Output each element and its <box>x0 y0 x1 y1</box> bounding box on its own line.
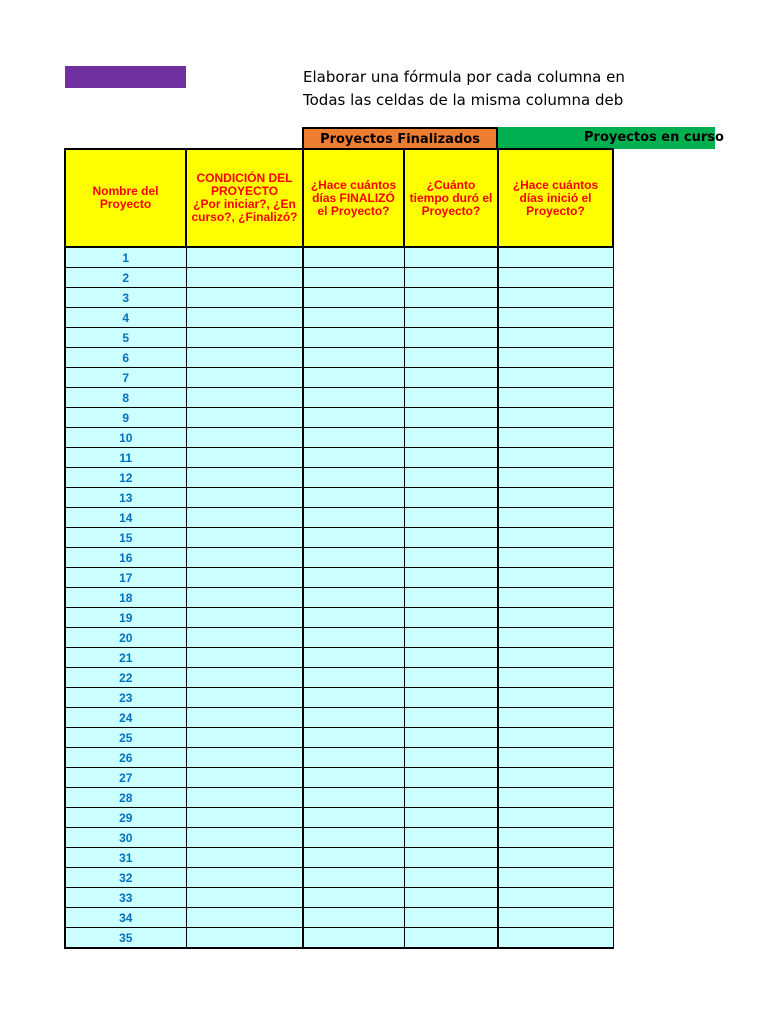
hace-inicio-cell[interactable] <box>498 388 613 408</box>
table-row <box>65 808 613 828</box>
hace-inicio-cell[interactable] <box>498 348 613 368</box>
hace-inicio-cell[interactable] <box>498 828 613 848</box>
condicion-cell[interactable] <box>186 788 303 808</box>
cuanto-duro-cell[interactable] <box>404 328 498 348</box>
cuanto-duro-cell[interactable] <box>404 247 498 268</box>
col-header-condicion <box>186 149 303 247</box>
condicion-cell[interactable] <box>186 908 303 928</box>
hace-inicio-cell[interactable] <box>498 528 613 548</box>
table-row <box>65 488 613 508</box>
hace-inicio-cell[interactable] <box>498 268 613 288</box>
cuanto-duro-cell[interactable] <box>404 888 498 908</box>
table-row <box>65 268 613 288</box>
row-number-cell[interactable]: 21 <box>65 648 186 668</box>
row-number-cell[interactable]: 31 <box>65 848 186 868</box>
row-number-cell[interactable]: 30 <box>65 828 186 848</box>
hace-inicio-cell[interactable] <box>498 468 613 488</box>
row-number-cell[interactable]: 5 <box>65 328 186 348</box>
hace-inicio-cell[interactable] <box>498 648 613 668</box>
hace-inicio-cell[interactable] <box>498 628 613 648</box>
hace-finalizo-cell[interactable] <box>303 688 404 708</box>
hace-finalizo-cell[interactable] <box>303 608 404 628</box>
table-row <box>65 768 613 788</box>
condicion-cell[interactable] <box>186 928 303 949</box>
cuanto-duro-cell[interactable] <box>404 408 498 428</box>
table-row <box>65 448 613 468</box>
hace-finalizo-cell[interactable] <box>303 808 404 828</box>
table-row <box>65 748 613 768</box>
hace-finalizo-cell[interactable] <box>303 528 404 548</box>
hace-inicio-cell[interactable] <box>498 568 613 588</box>
cuanto-duro-cell[interactable] <box>404 828 498 848</box>
cuanto-duro-cell[interactable] <box>404 648 498 668</box>
instruction-line-1: Elaborar una fórmula por cada columna en <box>303 68 625 86</box>
cuanto-duro-cell[interactable] <box>404 388 498 408</box>
cuanto-duro-cell[interactable] <box>404 508 498 528</box>
row-number-cell[interactable]: 2 <box>65 268 186 288</box>
cuanto-duro-cell[interactable] <box>404 528 498 548</box>
table-row <box>65 548 613 568</box>
instructions <box>303 66 625 112</box>
table-row <box>65 428 613 448</box>
table-row <box>65 628 613 648</box>
hace-finalizo-cell[interactable] <box>303 828 404 848</box>
condicion-cell[interactable] <box>186 708 303 728</box>
hace-finalizo-cell[interactable] <box>303 308 404 328</box>
hace-finalizo-cell[interactable] <box>303 588 404 608</box>
table-row <box>65 688 613 708</box>
hace-finalizo-cell[interactable] <box>303 508 404 528</box>
hace-inicio-cell[interactable] <box>498 928 613 949</box>
row-number-cell[interactable]: 18 <box>65 588 186 608</box>
condicion-cell[interactable] <box>186 348 303 368</box>
hace-finalizo-cell[interactable] <box>303 928 404 949</box>
cuanto-duro-cell[interactable] <box>404 288 498 308</box>
hace-finalizo-cell[interactable] <box>303 708 404 728</box>
row-number-cell[interactable]: 10 <box>65 428 186 448</box>
hace-finalizo-cell[interactable] <box>303 548 404 568</box>
hace-inicio-cell[interactable] <box>498 728 613 748</box>
cuanto-duro-cell[interactable] <box>404 708 498 728</box>
hace-finalizo-cell[interactable] <box>303 868 404 888</box>
table-row <box>65 728 613 748</box>
hace-inicio-cell[interactable] <box>498 308 613 328</box>
table-row <box>65 588 613 608</box>
cuanto-duro-cell[interactable] <box>404 908 498 928</box>
row-number-cell[interactable]: 35 <box>65 928 186 949</box>
hace-inicio-cell[interactable] <box>498 508 613 528</box>
row-number-cell[interactable]: 4 <box>65 308 186 328</box>
purple-color-block <box>65 66 186 88</box>
row-number-cell[interactable]: 32 <box>65 868 186 888</box>
hace-inicio-cell[interactable] <box>498 808 613 828</box>
row-number-cell[interactable]: 29 <box>65 808 186 828</box>
hace-finalizo-cell[interactable] <box>303 488 404 508</box>
hace-inicio-cell[interactable] <box>498 408 613 428</box>
hace-inicio-cell[interactable] <box>498 688 613 708</box>
cuanto-duro-cell[interactable] <box>404 548 498 568</box>
table-row <box>65 868 613 888</box>
hace-finalizo-cell[interactable] <box>303 368 404 388</box>
table-row <box>65 828 613 848</box>
hace-finalizo-cell[interactable] <box>303 628 404 648</box>
cuanto-duro-cell[interactable] <box>404 748 498 768</box>
table-row <box>65 388 613 408</box>
hace-inicio-cell[interactable] <box>498 908 613 928</box>
group-header-next-label: Proyectos en curso <box>584 130 724 145</box>
col-header-cuanto-duro: ¿Cuánto tiempo duró el Proyecto? <box>404 149 498 247</box>
table-row <box>65 668 613 688</box>
hace-inicio-cell[interactable] <box>498 788 613 808</box>
cuanto-duro-cell[interactable] <box>404 868 498 888</box>
cuanto-duro-cell[interactable] <box>404 668 498 688</box>
condicion-cell[interactable] <box>186 388 303 408</box>
cuanto-duro-cell[interactable] <box>404 688 498 708</box>
hace-finalizo-cell[interactable] <box>303 568 404 588</box>
hace-inicio-cell[interactable] <box>498 608 613 628</box>
hace-inicio-cell[interactable] <box>498 368 613 388</box>
condicion-cell[interactable] <box>186 247 303 268</box>
row-number-cell[interactable]: 11 <box>65 448 186 468</box>
condicion-cell[interactable] <box>186 688 303 708</box>
table-row <box>65 368 613 388</box>
hace-inicio-cell[interactable] <box>498 448 613 468</box>
cuanto-duro-cell[interactable] <box>404 608 498 628</box>
condicion-cell[interactable] <box>186 628 303 648</box>
table-row <box>65 908 613 928</box>
row-number-cell[interactable]: 12 <box>65 468 186 488</box>
table-row <box>65 788 613 808</box>
projects-table <box>64 148 614 949</box>
table-header-row <box>65 149 613 247</box>
table-row <box>65 608 613 628</box>
hace-finalizo-cell[interactable] <box>303 388 404 408</box>
hace-finalizo-cell[interactable] <box>303 728 404 748</box>
group-header-next-clip <box>498 127 724 149</box>
cuanto-duro-cell[interactable] <box>404 428 498 448</box>
table-row <box>65 348 613 368</box>
hace-inicio-cell[interactable] <box>498 288 613 308</box>
condicion-cell[interactable] <box>186 848 303 868</box>
row-number-cell[interactable]: 34 <box>65 908 186 928</box>
hace-inicio-cell[interactable] <box>498 848 613 868</box>
row-number-cell[interactable]: 17 <box>65 568 186 588</box>
row-number-cell[interactable]: 7 <box>65 368 186 388</box>
condicion-cell[interactable] <box>186 868 303 888</box>
cuanto-duro-cell[interactable] <box>404 308 498 328</box>
hace-finalizo-cell[interactable] <box>303 468 404 488</box>
table-row <box>65 708 613 728</box>
condicion-cell[interactable] <box>186 748 303 768</box>
hace-inicio-cell[interactable] <box>498 748 613 768</box>
table-row <box>65 648 613 668</box>
condicion-cell[interactable] <box>186 728 303 748</box>
table-row <box>65 928 613 949</box>
cuanto-duro-cell[interactable] <box>404 588 498 608</box>
hace-finalizo-cell[interactable] <box>303 428 404 448</box>
cuanto-duro-cell[interactable] <box>404 488 498 508</box>
cuanto-duro-cell[interactable] <box>404 348 498 368</box>
hace-inicio-cell[interactable] <box>498 328 613 348</box>
row-number-cell[interactable]: 22 <box>65 668 186 688</box>
condicion-cell[interactable] <box>186 268 303 288</box>
row-number-cell[interactable]: 1 <box>65 247 186 268</box>
row-number-cell[interactable]: 3 <box>65 288 186 308</box>
table-body <box>65 247 613 948</box>
row-number-cell[interactable]: 23 <box>65 688 186 708</box>
hace-finalizo-cell[interactable] <box>303 908 404 928</box>
table-row <box>65 308 613 328</box>
condicion-cell[interactable] <box>186 308 303 328</box>
col-header-nombre: Nombre del Proyecto <box>65 149 186 247</box>
hace-finalizo-cell[interactable] <box>303 888 404 908</box>
hace-finalizo-cell[interactable] <box>303 768 404 788</box>
row-number-cell[interactable]: 6 <box>65 348 186 368</box>
condicion-cell[interactable] <box>186 408 303 428</box>
group-header-next <box>498 127 724 149</box>
table-row <box>65 247 613 268</box>
row-number-cell[interactable]: 28 <box>65 788 186 808</box>
table-row <box>65 528 613 548</box>
hace-finalizo-cell[interactable] <box>303 268 404 288</box>
table-row <box>65 568 613 588</box>
hace-inicio-cell[interactable] <box>498 488 613 508</box>
hace-finalizo-cell[interactable] <box>303 288 404 308</box>
condicion-cell[interactable] <box>186 368 303 388</box>
row-number-cell[interactable]: 13 <box>65 488 186 508</box>
hace-finalizo-cell[interactable] <box>303 648 404 668</box>
hace-finalizo-cell[interactable] <box>303 247 404 268</box>
hace-finalizo-cell[interactable] <box>303 848 404 868</box>
row-number-cell[interactable]: 20 <box>65 628 186 648</box>
condicion-cell[interactable] <box>186 548 303 568</box>
condicion-cell[interactable] <box>186 888 303 908</box>
hace-finalizo-cell[interactable] <box>303 788 404 808</box>
hace-finalizo-cell[interactable] <box>303 448 404 468</box>
condicion-cell[interactable] <box>186 488 303 508</box>
cuanto-duro-cell[interactable] <box>404 368 498 388</box>
row-number-cell[interactable]: 24 <box>65 708 186 728</box>
group-header-proyectos-finalizados: Proyectos Finalizados <box>302 127 498 149</box>
hace-finalizo-cell[interactable] <box>303 408 404 428</box>
hace-inicio-cell[interactable] <box>498 708 613 728</box>
row-number-cell[interactable]: 8 <box>65 388 186 408</box>
row-number-cell[interactable]: 14 <box>65 508 186 528</box>
cuanto-duro-cell[interactable] <box>404 848 498 868</box>
condicion-cell[interactable] <box>186 508 303 528</box>
hace-inicio-cell[interactable] <box>498 548 613 568</box>
row-number-cell[interactable]: 16 <box>65 548 186 568</box>
row-number-cell[interactable]: 27 <box>65 768 186 788</box>
hace-inicio-cell[interactable] <box>498 247 613 268</box>
cuanto-duro-cell[interactable] <box>404 568 498 588</box>
row-number-cell[interactable]: 9 <box>65 408 186 428</box>
condicion-cell[interactable] <box>186 328 303 348</box>
table-row <box>65 468 613 488</box>
cuanto-duro-cell[interactable] <box>404 808 498 828</box>
row-number-cell[interactable]: 19 <box>65 608 186 628</box>
condicion-cell[interactable] <box>186 828 303 848</box>
condicion-cell[interactable] <box>186 288 303 308</box>
cuanto-duro-cell[interactable] <box>404 788 498 808</box>
condicion-cell[interactable] <box>186 648 303 668</box>
cuanto-duro-cell[interactable] <box>404 628 498 648</box>
condicion-cell[interactable] <box>186 448 303 468</box>
hace-inicio-cell[interactable] <box>498 588 613 608</box>
table-row <box>65 408 613 428</box>
condicion-cell[interactable] <box>186 568 303 588</box>
cuanto-duro-cell[interactable] <box>404 448 498 468</box>
row-number-cell[interactable]: 26 <box>65 748 186 768</box>
condicion-cell[interactable] <box>186 528 303 548</box>
cuanto-duro-cell[interactable] <box>404 468 498 488</box>
hace-inicio-cell[interactable] <box>498 668 613 688</box>
table-row <box>65 508 613 528</box>
table-row <box>65 848 613 868</box>
condicion-cell[interactable] <box>186 428 303 448</box>
condicion-cell[interactable] <box>186 468 303 488</box>
hace-inicio-cell[interactable] <box>498 428 613 448</box>
cuanto-duro-cell[interactable] <box>404 728 498 748</box>
hace-finalizo-cell[interactable] <box>303 668 404 688</box>
hace-inicio-cell[interactable] <box>498 888 613 908</box>
col-header-hace-finalizo: ¿Hace cuántos días FINALIZÓ el Proyecto? <box>303 149 404 247</box>
row-number-cell[interactable]: 33 <box>65 888 186 908</box>
col-header-condicion-options: ¿Por iniciar?, ¿En curso?, ¿Finalizó? <box>191 197 298 224</box>
hace-finalizo-cell[interactable] <box>303 748 404 768</box>
condicion-cell[interactable] <box>186 768 303 788</box>
condicion-cell[interactable] <box>186 668 303 688</box>
condicion-cell[interactable] <box>186 608 303 628</box>
table-row <box>65 288 613 308</box>
row-number-cell[interactable]: 25 <box>65 728 186 748</box>
col-header-hace-inicio: ¿Hace cuántos días inició el Proyecto? <box>498 149 613 247</box>
cuanto-duro-cell[interactable] <box>404 768 498 788</box>
cuanto-duro-cell[interactable] <box>404 268 498 288</box>
condicion-cell[interactable] <box>186 808 303 828</box>
condicion-cell[interactable] <box>186 588 303 608</box>
hace-finalizo-cell[interactable] <box>303 348 404 368</box>
table-row <box>65 328 613 348</box>
table-row <box>65 888 613 908</box>
cuanto-duro-cell[interactable] <box>404 928 498 949</box>
instruction-line-2: Todas las celdas de la misma columna deb <box>303 91 624 109</box>
col-header-condicion-title: CONDICIÓN DEL PROYECTO <box>196 171 293 198</box>
row-number-cell[interactable]: 15 <box>65 528 186 548</box>
hace-inicio-cell[interactable] <box>498 868 613 888</box>
hace-inicio-cell[interactable] <box>498 768 613 788</box>
hace-finalizo-cell[interactable] <box>303 328 404 348</box>
